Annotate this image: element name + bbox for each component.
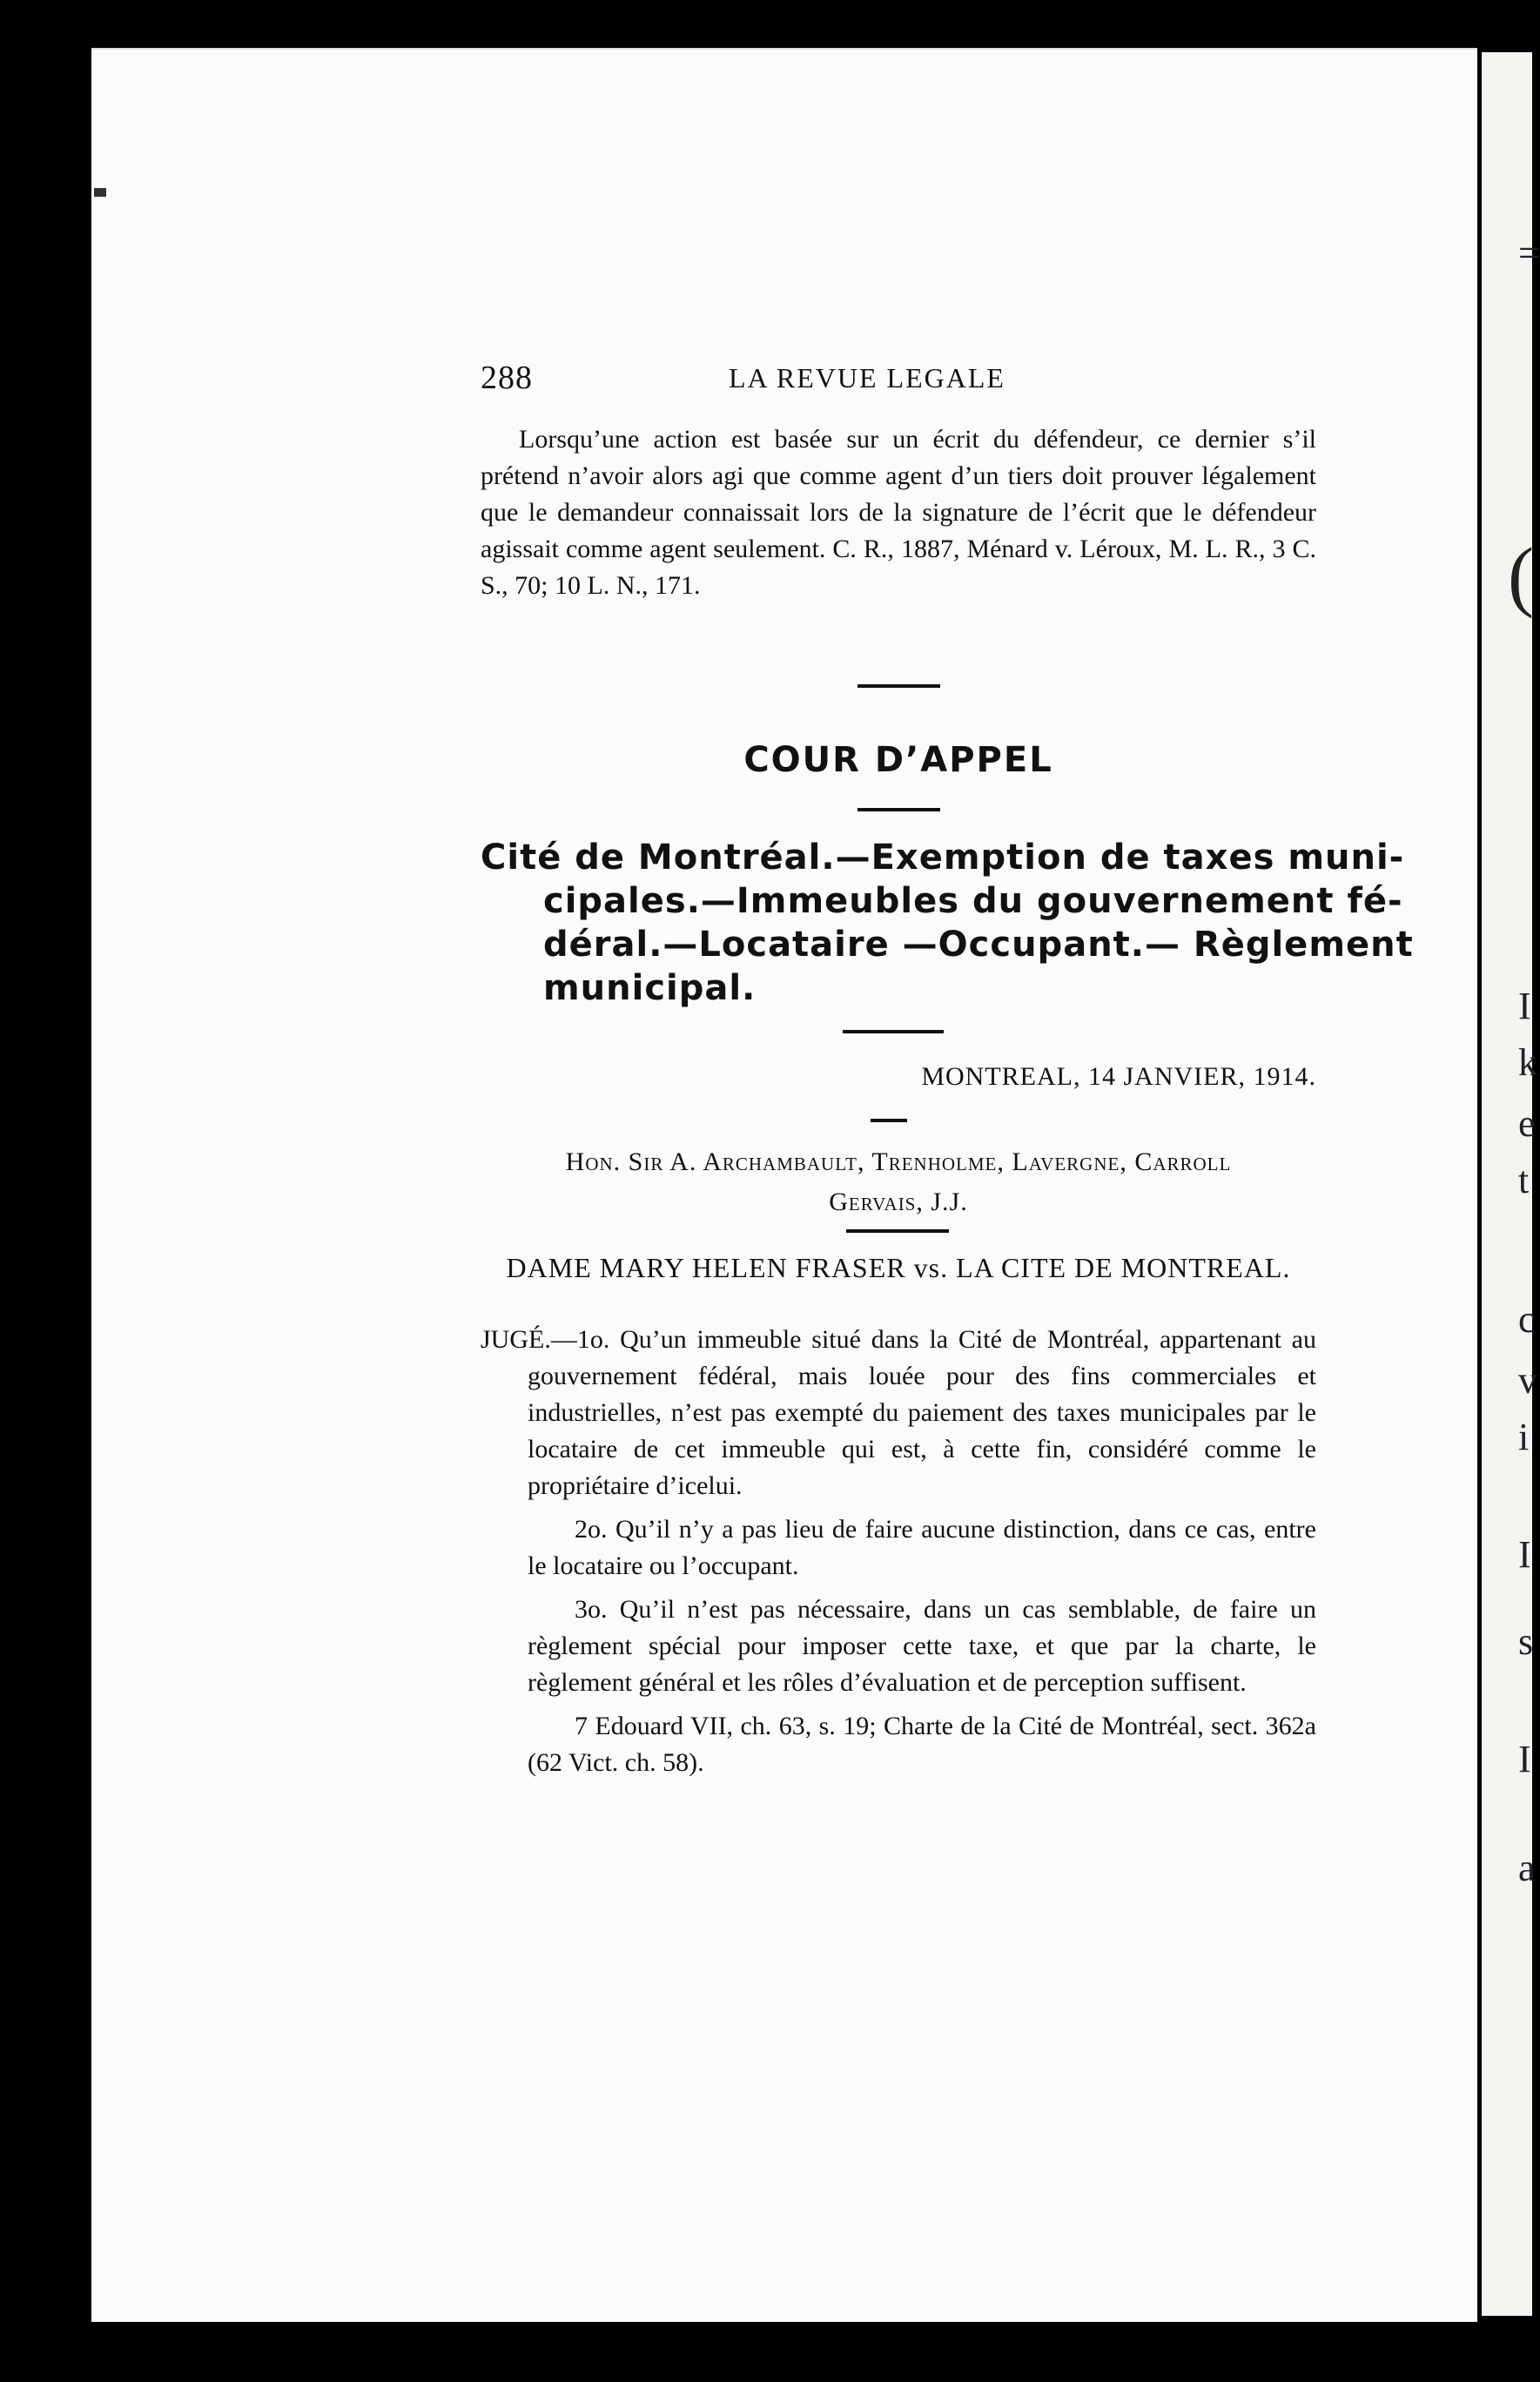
margin-fragment: s — [1518, 1620, 1534, 1663]
section-rule — [871, 1119, 907, 1122]
held-section — [481, 1322, 1316, 1788]
margin-fragment: e — [1518, 1102, 1536, 1145]
page-specks — [94, 188, 106, 197]
margin-fragment: ( — [1508, 533, 1534, 619]
section-rule — [857, 808, 940, 811]
margin-fragment: I — [1518, 1738, 1531, 1780]
judges-line: Hon. Sir A. Archambault, Trenholme, Lavergne, Carroll — [565, 1147, 1232, 1176]
section-rule — [846, 1229, 949, 1233]
margin-fragment: t — [1518, 1159, 1530, 1201]
held-paragraph-3: 3o. Qu’il n’est pas nécessaire, dans un cas semblable, de faire un règlement spécial pour imposer cette taxe, et que par la charte, le règlement général et les rôles d’évaluation et de perception suffisent. — [528, 1595, 1316, 1697]
judges-line: Gervais, J.J. — [829, 1188, 968, 1216]
section-rule — [857, 684, 940, 688]
case-parties: DAME MARY HELEN FRASER vs. LA CITE DE MONTREAL. — [506, 1252, 1291, 1283]
margin-fragment: c — [1518, 1298, 1536, 1341]
section-rule — [843, 1030, 944, 1033]
held-paragraph-2: 2o. Qu’il n’y a pas lieu de faire aucune distinction, dans ce cas, entre le locataire ou l’occupant. — [528, 1515, 1316, 1580]
citation-paragraph: 7 Edouard VII, ch. 63, s. 19; Charte de la Cité de Montréal, sect. 362a (62 Vict. ch. 58). — [528, 1712, 1316, 1777]
court-heading: COUR D’APPEL — [743, 740, 1053, 780]
subject-line: déral.—Locataire —Occupant.— Règlement — [543, 925, 1414, 965]
case-subject-heading — [481, 836, 1414, 1010]
page-number: 288 — [481, 360, 533, 396]
judges-list — [481, 1142, 1316, 1222]
margin-fragment: v — [1518, 1359, 1537, 1402]
adjacent-page-edge — [1482, 52, 1540, 2316]
judgment-date: MONTREAL, 14 JANVIER, 1914. — [921, 1062, 1316, 1091]
held-paragraph-1: JUGÉ.—1o. Qu’un immeuble situé dans la Cité de Montréal, appartenant au gouvernement fédéral, mais louée pour des fins commerciales et industrielles, n’est pas exempté du paiement des taxes municipales par le locataire de cet immeuble qui est, à cette fin, considéré comme le propriétaire d’icelui. — [481, 1325, 1316, 1500]
subject-line: municipal. — [543, 968, 757, 1008]
margin-fragment: I — [1518, 985, 1531, 1027]
running-title: LA REVUE LEGALE — [729, 362, 1005, 394]
intro-paragraph: Lorsqu’une action est basée sur un écrit du défendeur, ce dernier s’il prétend n’avoir alors agi que comme agent d’un tiers doit prouver légalement que le demandeur connaissait lors de la signature de l’écrit que le défendeur agissait comme agent seulement. C. R., 1887, Ménard v. Léroux, M. L. R., 3 C. S., 70; 10 L. N., 171. — [481, 425, 1316, 600]
page-header — [481, 359, 1316, 411]
margin-fragment: = — [1518, 232, 1540, 274]
margin-fragment: k — [1518, 1041, 1537, 1084]
margin-fragment: I — [1518, 1533, 1531, 1576]
subject-line: cipales.—Immeubles du gouvernement fé- — [543, 881, 1403, 921]
margin-fragment: a — [1518, 1847, 1536, 1889]
subject-line: Cité de Montréal.—Exemption de taxes muni- — [481, 838, 1405, 878]
margin-fragment: i — [1518, 1416, 1530, 1458]
